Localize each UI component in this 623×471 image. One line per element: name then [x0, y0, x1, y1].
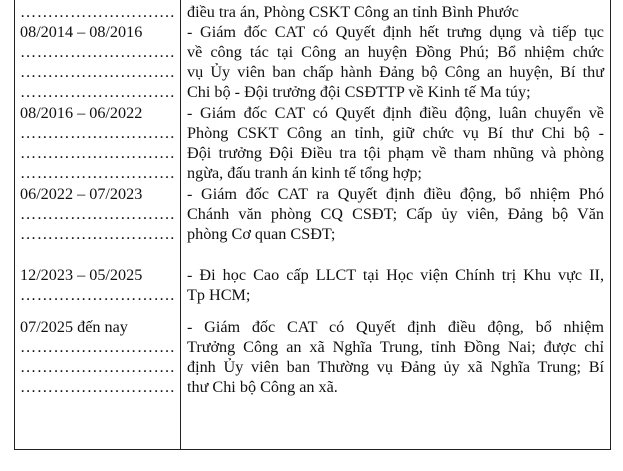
- description-line: - Giám đốc CAT có Quyết định điều động, bổ nhiệm: [187, 318, 604, 336]
- description-line: Chi bộ - Đội trưởng đội CSĐTTP về Kinh tế Ma túy;: [187, 83, 531, 101]
- dotted-leader: ……………………….: [20, 124, 175, 142]
- dotted-leader: ……………………….: [20, 286, 175, 304]
- dotted-leader: ……………………….: [20, 63, 175, 81]
- dotted-leader: ……………………….: [20, 338, 175, 356]
- dotted-leader: ……………………….: [20, 205, 175, 223]
- description-line: - Giám đốc CAT ra Quyết định điều động, bổ nhiệm Phó: [187, 185, 604, 203]
- description-line: - Đi học Cao cấp LLCT tại Học viện Chính trị Khu vực II,: [187, 266, 604, 284]
- description-line: điều tra án, Phòng CSKT Công an tỉnh Bình Phước: [187, 3, 519, 21]
- period-column: [15, 0, 180, 449]
- description-line: - Giám đốc CAT có Quyết định hết trưng dụng và tiếp tục: [187, 23, 604, 41]
- description-line: vụ Ủy viên ban chấp hành Đảng bộ Công an huyện, Bí thư: [187, 63, 604, 81]
- period-label: 12/2023 – 05/2025: [20, 266, 143, 284]
- dotted-leader: ……………………….: [20, 164, 175, 182]
- dotted-leader: ……………………….: [20, 358, 175, 376]
- dotted-leader: ……………………….: [20, 225, 175, 243]
- description-line: ngừa, đấu tranh án kinh tế tổng hợp;: [187, 164, 422, 182]
- dotted-leader: ……………………….: [20, 43, 175, 61]
- dotted-leader: ……………………….: [20, 83, 175, 101]
- description-line: Trưởng Công an xã Nghĩa Trung, tỉnh Đồng Nai; được chỉ: [187, 338, 604, 356]
- dotted-leader: ……………………….: [20, 144, 175, 162]
- description-line: Tp HCM;: [187, 286, 251, 304]
- description-line: Chánh văn phòng CQ CSĐT; Cấp ủy viên, Đảng bộ Văn: [187, 205, 604, 223]
- description-column: [181, 0, 610, 449]
- description-line: - Giám đốc CAT có Quyết định điều động, luân chuyển về: [187, 104, 604, 122]
- description-line: định Ủy viên ban Thường vụ Đảng ủy xã Nghĩa Trung; Bí: [187, 358, 604, 376]
- period-label: 06/2022 – 07/2023: [20, 185, 143, 203]
- description-line: phòng Cơ quan CSĐT;: [187, 225, 336, 243]
- dotted-leader: ……………………….: [20, 3, 175, 21]
- description-line: về công tác tại Công an huyện Đồng Phú; Bổ nhiệm chức: [187, 43, 604, 61]
- period-label: 07/2025 đến nay: [20, 318, 128, 336]
- description-line: Phòng CSKT Công an tỉnh, giữ chức vụ Bí thư Chi bộ -: [187, 124, 604, 142]
- period-label: 08/2016 – 06/2022: [20, 104, 143, 122]
- period-label: 08/2014 – 08/2016: [20, 23, 143, 41]
- career-table: [14, 0, 611, 450]
- dotted-leader: ……………………….: [20, 378, 175, 396]
- description-line: thư Chi bộ Công an xã.: [187, 378, 338, 396]
- description-line: Đội trưởng Đội Điều tra tội phạm về tham nhũng và phòng: [187, 144, 604, 162]
